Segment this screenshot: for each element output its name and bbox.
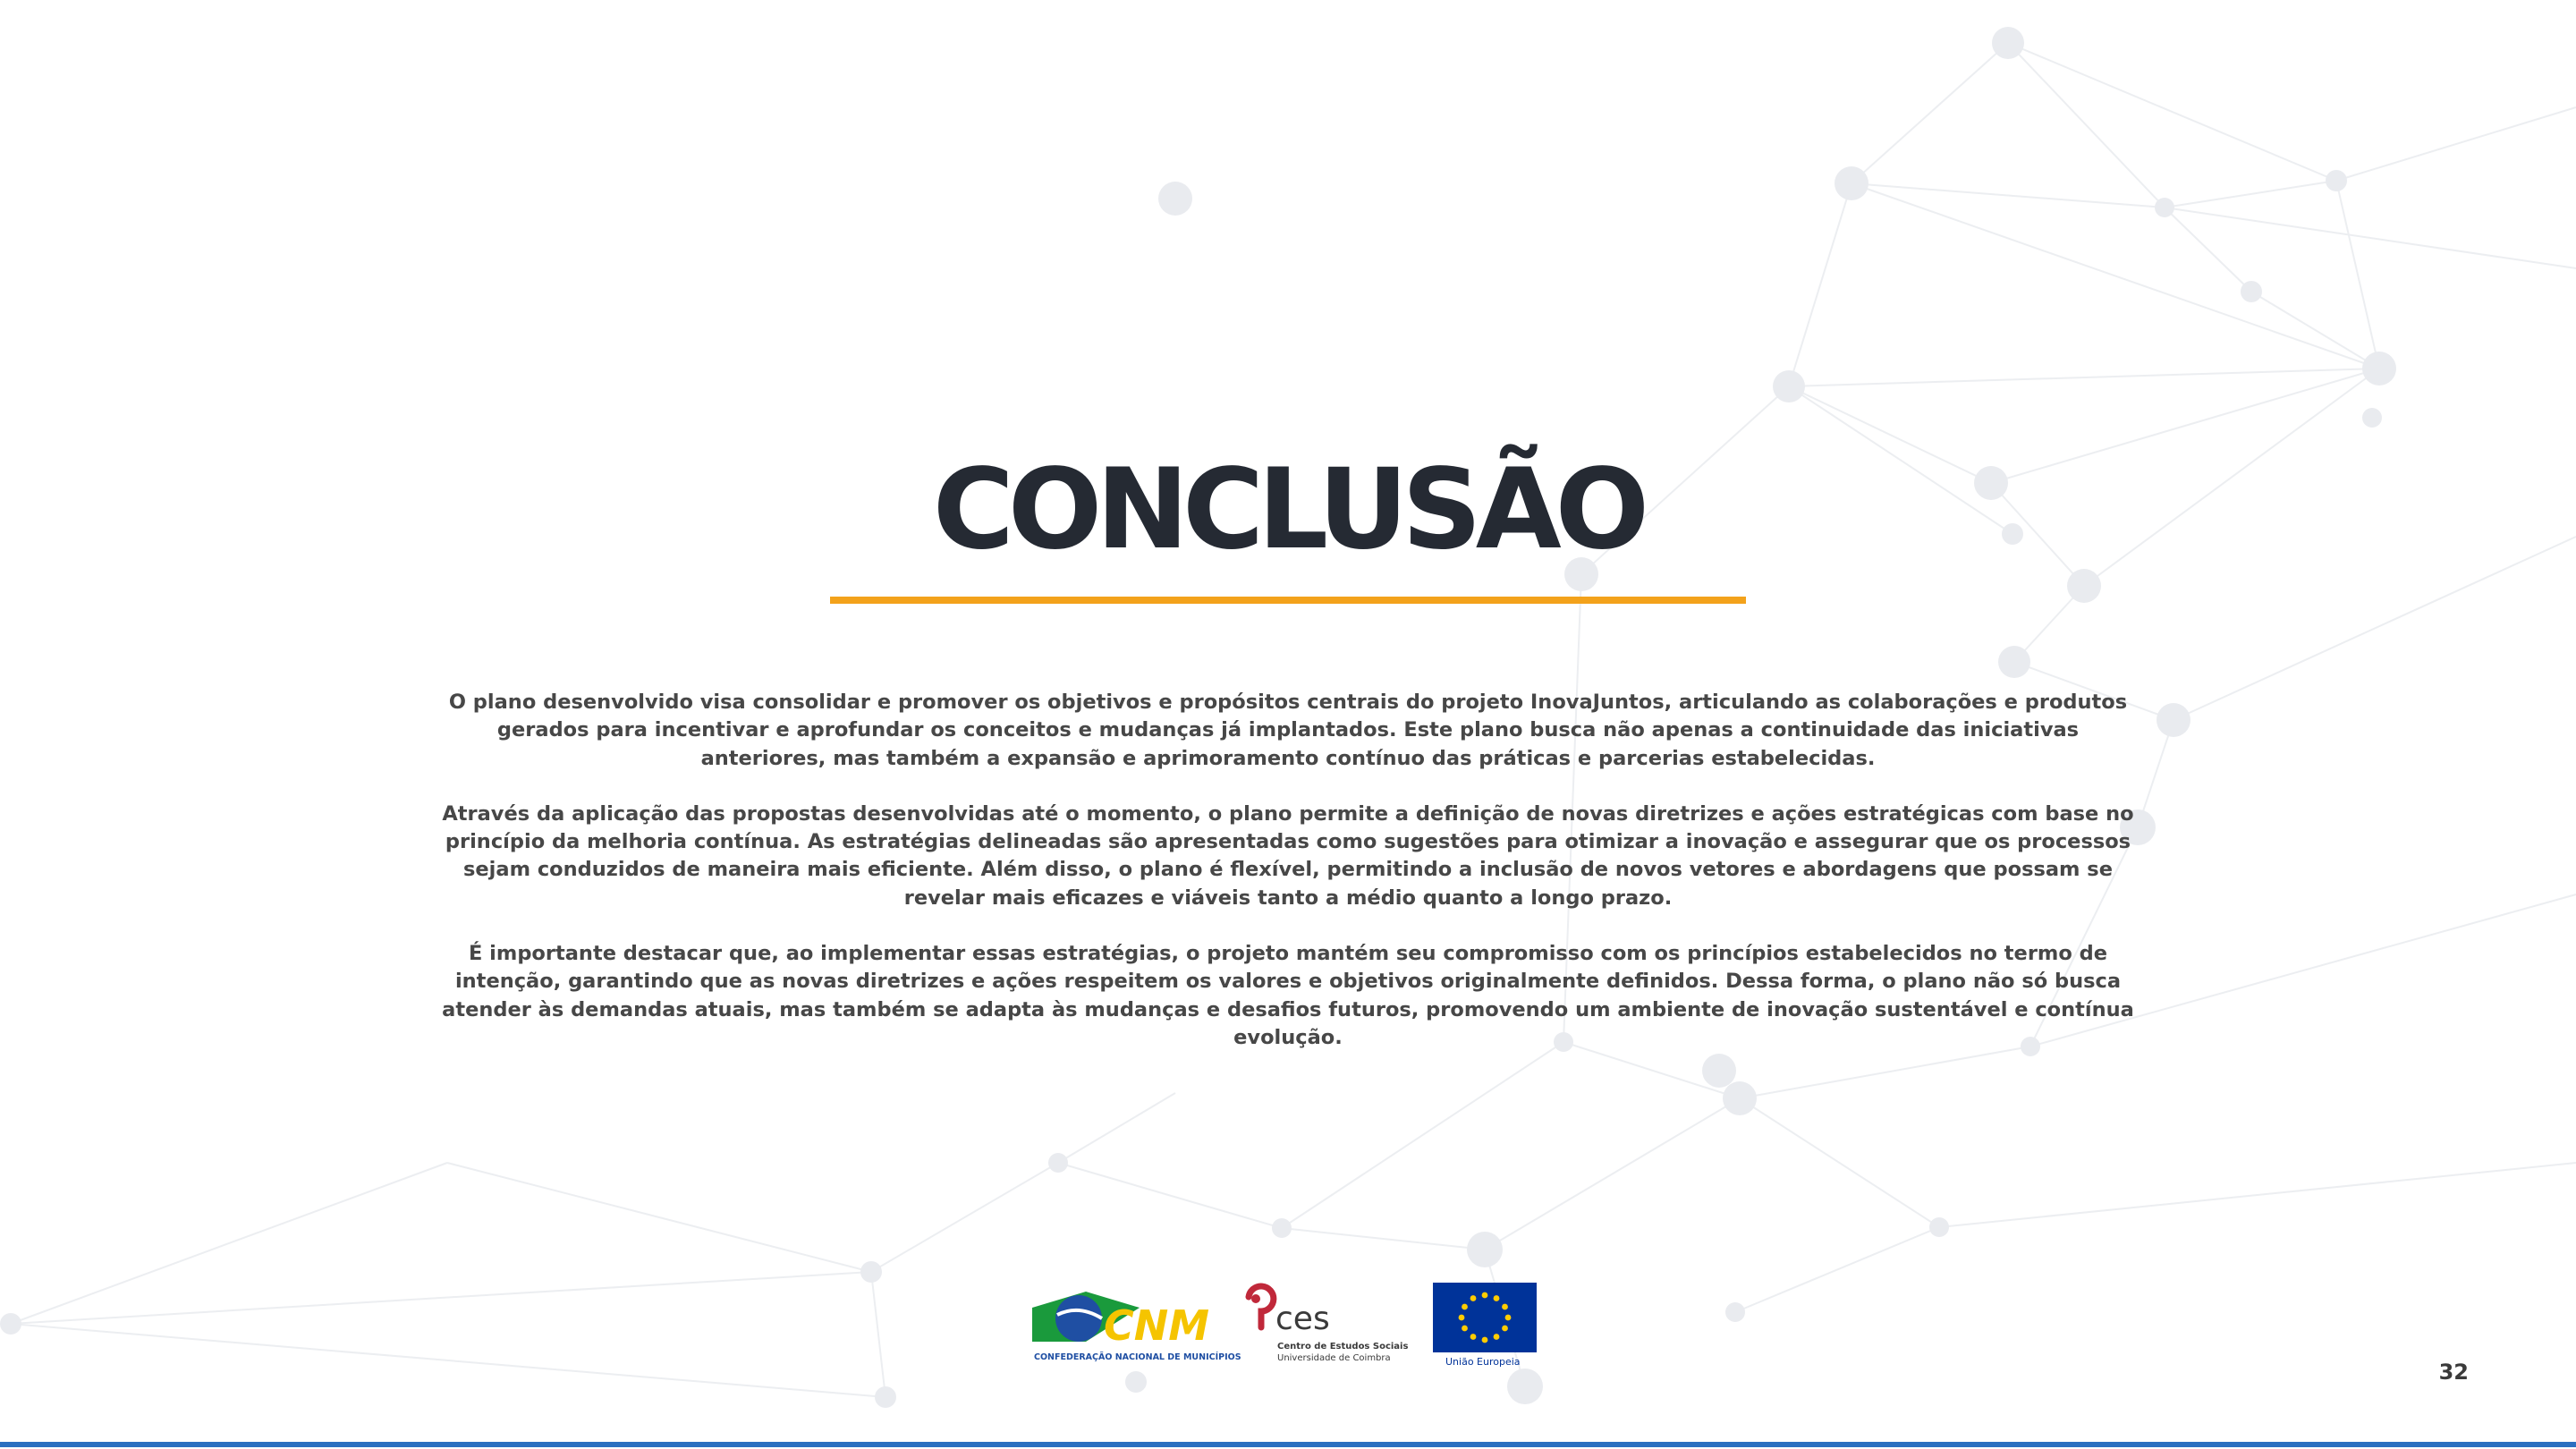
bottom-accent-bar xyxy=(0,1442,2576,1447)
paragraph-1 xyxy=(429,689,2147,773)
paragraph-2 xyxy=(429,801,2147,912)
eu-logo-caption: União Europeia xyxy=(1445,1356,1521,1368)
paragraph-line: princípio da melhoria contínua. As estratégias delineadas são apresentadas como sugestões para otimizar a inovação e assegurar que os processos xyxy=(445,830,2131,854)
title-underline xyxy=(830,597,1746,604)
paragraph-line: gerados para incentivar e aprofundar os conceitos e mudanças já implantados. Este plano busca não apenas a continuidade das iniciativas xyxy=(496,718,2080,742)
cnm-logo xyxy=(1032,1292,1241,1365)
paragraph-line: atender às demandas atuais, mas também se adapta às mudanças e desafios futuros, promovendo um ambiente de inovação sustentável e contínua xyxy=(442,997,2134,1021)
paragraph-line: É importante destacar que, ao implementar essas estratégias, o projeto mantém seu compromisso com os princípios estabelecidos no termo de xyxy=(468,942,2108,966)
paragraph-3 xyxy=(429,940,2147,1052)
slide-title: CONCLUSÃO xyxy=(932,445,1644,574)
partner-logos xyxy=(1029,1281,1538,1370)
paragraph-line: sejam conduzidos de maneira mais eficiente. Além disso, o plano é flexível, permitindo a inclusão de novos vetores e abordagens que possam se xyxy=(463,858,2113,882)
page-number: 32 xyxy=(2438,1360,2469,1385)
eu-flag-logo xyxy=(1433,1283,1537,1368)
cnm-logo-subtitle: CONFEDERAÇÃO NACIONAL DE MUNICÍPIOS xyxy=(1034,1352,1241,1362)
ces-logo-text: ces xyxy=(1275,1301,1330,1337)
paragraph-line: anteriores, mas também a expansão e aprimoramento contínuo das práticas e parcerias estabelecidas. xyxy=(700,746,1876,770)
paragraph-line: evolução. xyxy=(1233,1025,1343,1049)
paragraph-line: intenção, garantindo que as novas diretrizes e ações respeitem os valores e objetivos originalmente definidos. Dessa forma, o plano não só busca xyxy=(454,970,2122,994)
ces-logo-line2: Universidade de Coimbra xyxy=(1277,1353,1391,1363)
paragraph-line: O plano desenvolvido visa consolidar e promover os objetivos e propósitos centrais do projeto InovaJuntos, articulando as colaborações e produtos xyxy=(448,691,2128,714)
ces-logo xyxy=(1236,1281,1409,1370)
cnm-logo-text: CNM xyxy=(1104,1301,1210,1350)
paragraph-line: revelar mais eficazes e viáveis tanto a médio quanto a longo prazo. xyxy=(903,886,1673,910)
paragraph-line: Através da aplicação das propostas desenvolvidas até o momento, o plano permite a definição de novas diretrizes e ações estratégicas com base no xyxy=(442,801,2134,826)
conclusion-body xyxy=(429,689,2147,1080)
ces-logo-line1: Centro de Estudos Sociais xyxy=(1277,1342,1409,1352)
